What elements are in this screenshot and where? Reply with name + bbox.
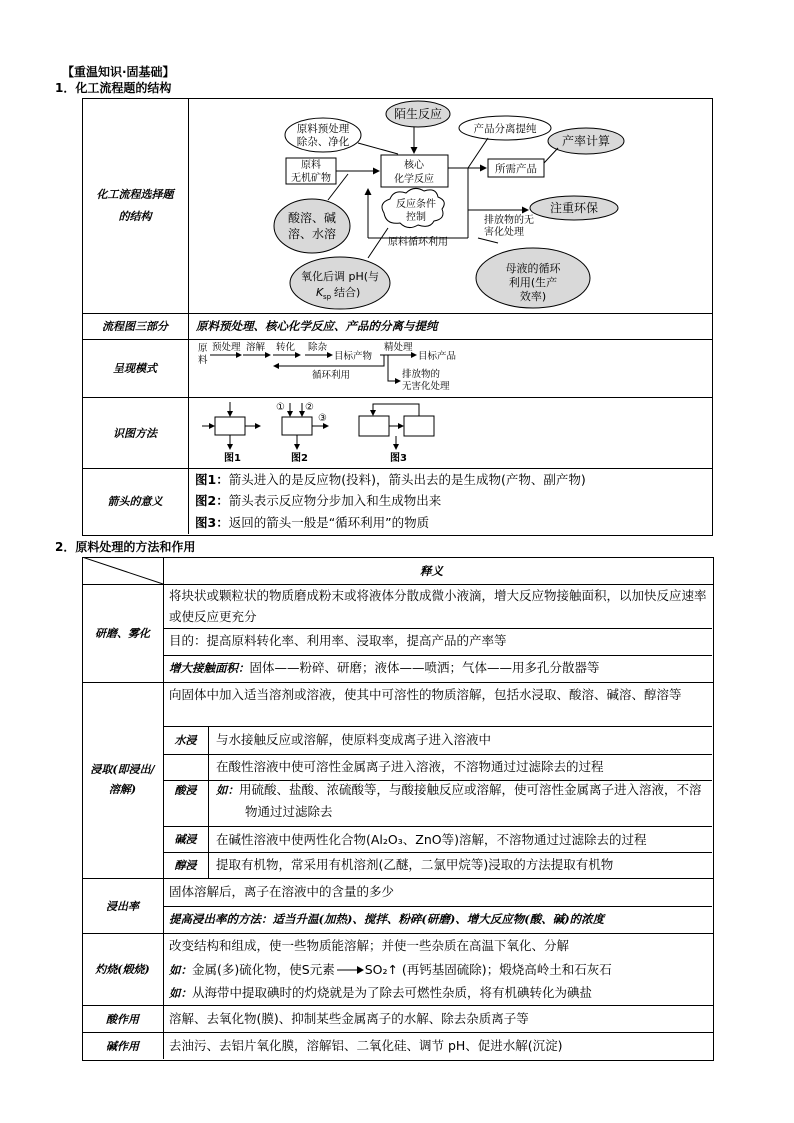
acid-role-text: 溶解、去氧化物(膜)、抑制某些金属离子的水解、除去杂质离子等 [169, 1011, 529, 1026]
svg-text:无机矿物: 无机矿物 [291, 173, 331, 184]
acid-role-label: 酸作用 [106, 1012, 139, 1026]
svg-text:原: 原 [198, 343, 208, 354]
roast-label: 灼烧(煅烧) [95, 963, 150, 976]
rate-tip: 提高浸出率的方法：适当升温(加热)、搅拌、粉碎(研磨)、增大反应物(酸、碱)的浓度 [169, 912, 605, 926]
base-role-label: 碱作用 [106, 1039, 139, 1053]
svg-text:目标产物: 目标产物 [334, 351, 373, 362]
roast-text1: 改变结构和组成，使一些物质能溶解；并使一些杂质在高温下氧化、分解 [169, 938, 570, 953]
svg-text:原料预处理: 原料预处理 [296, 123, 350, 135]
acid-leach-label: 酸浸 [174, 784, 197, 797]
svg-text:原料循环利用: 原料循环利用 [388, 237, 448, 248]
svg-text:利用(生产: 利用(生产 [508, 276, 558, 289]
svg-text:料: 料 [198, 355, 208, 366]
leach-intro: 向固体中加入适当溶剂或溶液，使其中可溶性的物质溶解，包括水浸取、酸溶、碱溶、醇溶等 [169, 687, 682, 702]
acid-leach-text2: 如：用硫酸、盐酸、浓硫酸等，与酸接触反应或溶解，使可溶性金属离子进入溶液，不溶物通过过滤除去 [216, 782, 702, 819]
mode-label: 呈现模式 [113, 362, 157, 375]
svg-text:氧化后调 pH(与: 氧化后调 pH(与 [300, 270, 380, 283]
svg-text:①: ① [276, 402, 285, 413]
acid-leach-text1: 在酸性溶液中使可溶性金属离子进入溶液，不溶物通过过滤除去的过程 [216, 759, 604, 774]
svg-text:②: ② [305, 402, 314, 413]
svg-text:酸溶、碱: 酸溶、碱 [287, 211, 337, 225]
svg-text:精处理: 精处理 [384, 342, 413, 353]
svg-text:产率计算: 产率计算 [561, 134, 611, 148]
header-diagonal [82, 557, 164, 584]
water-leach-text: 与水接触反应或溶解，使原料变成离子进入溶液中 [216, 732, 492, 747]
svg-text:核心: 核心 [404, 160, 424, 171]
alcohol-leach-label: 醇浸 [174, 859, 197, 872]
svg-text:除杂、净化: 除杂、净化 [296, 136, 350, 148]
svg-text:注重环保: 注重环保 [549, 201, 599, 215]
svg-text:害化处理: 害化处理 [484, 227, 524, 238]
grind-desc: 将块状或颗粒状的物质磨成粉末或将液体分散成微小液滴，增大反应物接触面积，以加快反应速率或使反应更充分 [169, 588, 707, 624]
three-parts-label: 流程图三部分 [102, 320, 168, 333]
svg-text:溶、水溶: 溶、水溶 [287, 227, 337, 241]
svg-text:反应条件: 反应条件 [396, 199, 436, 210]
svg-text:控制: 控制 [406, 212, 426, 223]
arrow-fig1-line: 图1：箭头进入的是反应物(投料)，箭头出去的是生成物(产物、副产物) [195, 472, 586, 487]
grind-label: 研磨、雾化 [95, 627, 150, 640]
method-diagram [188, 397, 711, 468]
svg-text:K: K [316, 286, 324, 299]
alcohol-leach-text: 提取有机物，常采用有机溶剂(乙醚，二氯甲烷等)浸取的方法提取有机物 [216, 857, 614, 872]
roast-text3: 如：从海带中提取碘时的灼烧就是为了除去可燃性杂质，将有机碘转化为碘盐 [169, 985, 593, 1000]
svg-text:结合): 结合) [334, 286, 361, 299]
svg-text:图1: 图1 [224, 453, 241, 464]
alkali-leach-text: 在碱性溶液中使两性化合物(Al₂O₃、ZnO等)溶解，不溶物通过过滤除去的过程 [216, 832, 647, 847]
svg-text:sp: sp [323, 293, 332, 301]
svg-text:图2: 图2 [291, 453, 308, 464]
structure-diagram [188, 98, 711, 313]
rate-text: 固体溶解后，离子在溶液中的含量的多少 [169, 884, 395, 899]
ph-ellipse [290, 257, 390, 309]
arrow-right-icon [335, 960, 365, 981]
svg-text:原料: 原料 [301, 160, 321, 171]
three-parts-text: 原料预处理、核心化学反应、产品的分离与提纯 [196, 319, 438, 333]
roast-text2: 如：金属(多)硫化物，使S元素 SO₂↑ (再钙基固硫除)；煅烧高岭土和石灰石 [165, 959, 712, 981]
water-leach-label: 水浸 [174, 734, 197, 747]
section-2-heading: 2．原料处理的方法和作用 [55, 540, 196, 554]
svg-text:母液的循环: 母液的循环 [505, 262, 561, 275]
svg-text:效率): 效率) [519, 290, 547, 303]
svg-text:陌生反应: 陌生反应 [393, 107, 443, 121]
svg-text:除杂: 除杂 [308, 342, 328, 353]
structure-label: 化工流程选择题的结构 [96, 187, 174, 223]
grind-area: 增大接触面积：固体——粉碎、研磨；液体——喷洒；气体——用多孔分散器等 [169, 660, 600, 675]
col-header-meaning: 释义 [420, 564, 443, 578]
rate-label: 浸出率 [106, 899, 139, 913]
svg-text:溶解: 溶解 [246, 342, 266, 353]
svg-text:所需产品: 所需产品 [495, 163, 537, 175]
method-label: 识图方法 [113, 426, 157, 440]
grind-purpose: 目的：提高原料转化率、利用率、浸取率，提高产品的产率等 [169, 633, 507, 648]
arrow-meaning-label: 箭头的意义 [107, 495, 163, 508]
arrow-fig3-line: 图3：返回的箭头一般是“循环利用”的物质 [195, 515, 430, 530]
svg-text:排放物的: 排放物的 [402, 369, 441, 380]
page-header: 【重温知识·固基础】 [62, 65, 175, 79]
leach-label: 浸取(即浸出/溶解) [90, 763, 155, 796]
alkali-leach-label: 碱浸 [174, 833, 197, 846]
svg-text:图3: 图3 [390, 453, 407, 464]
svg-text:化学反应: 化学反应 [394, 174, 434, 185]
svg-text:无害化处理: 无害化处理 [402, 381, 450, 392]
svg-text:目标产品: 目标产品 [418, 351, 457, 362]
svg-text:预处理: 预处理 [212, 342, 241, 353]
svg-text:③: ③ [318, 413, 327, 424]
svg-text:产品分离提纯: 产品分离提纯 [473, 123, 537, 135]
arrow-fig2-line: 图2：箭头表示反应物分步加入和生成物出来 [195, 493, 442, 508]
base-role-text: 去油污、去铝片氧化膜，溶解铝、二氧化硅、调节 pH、促进水解(沉淀) [169, 1038, 563, 1053]
svg-text:循环利用: 循环利用 [312, 370, 351, 381]
mode-diagram [188, 339, 711, 397]
svg-text:排放物的无: 排放物的无 [484, 215, 534, 226]
svg-text:转化: 转化 [276, 342, 296, 353]
section-1-heading: 1．化工流程题的结构 [55, 81, 172, 95]
acid-ellipse [274, 199, 350, 253]
